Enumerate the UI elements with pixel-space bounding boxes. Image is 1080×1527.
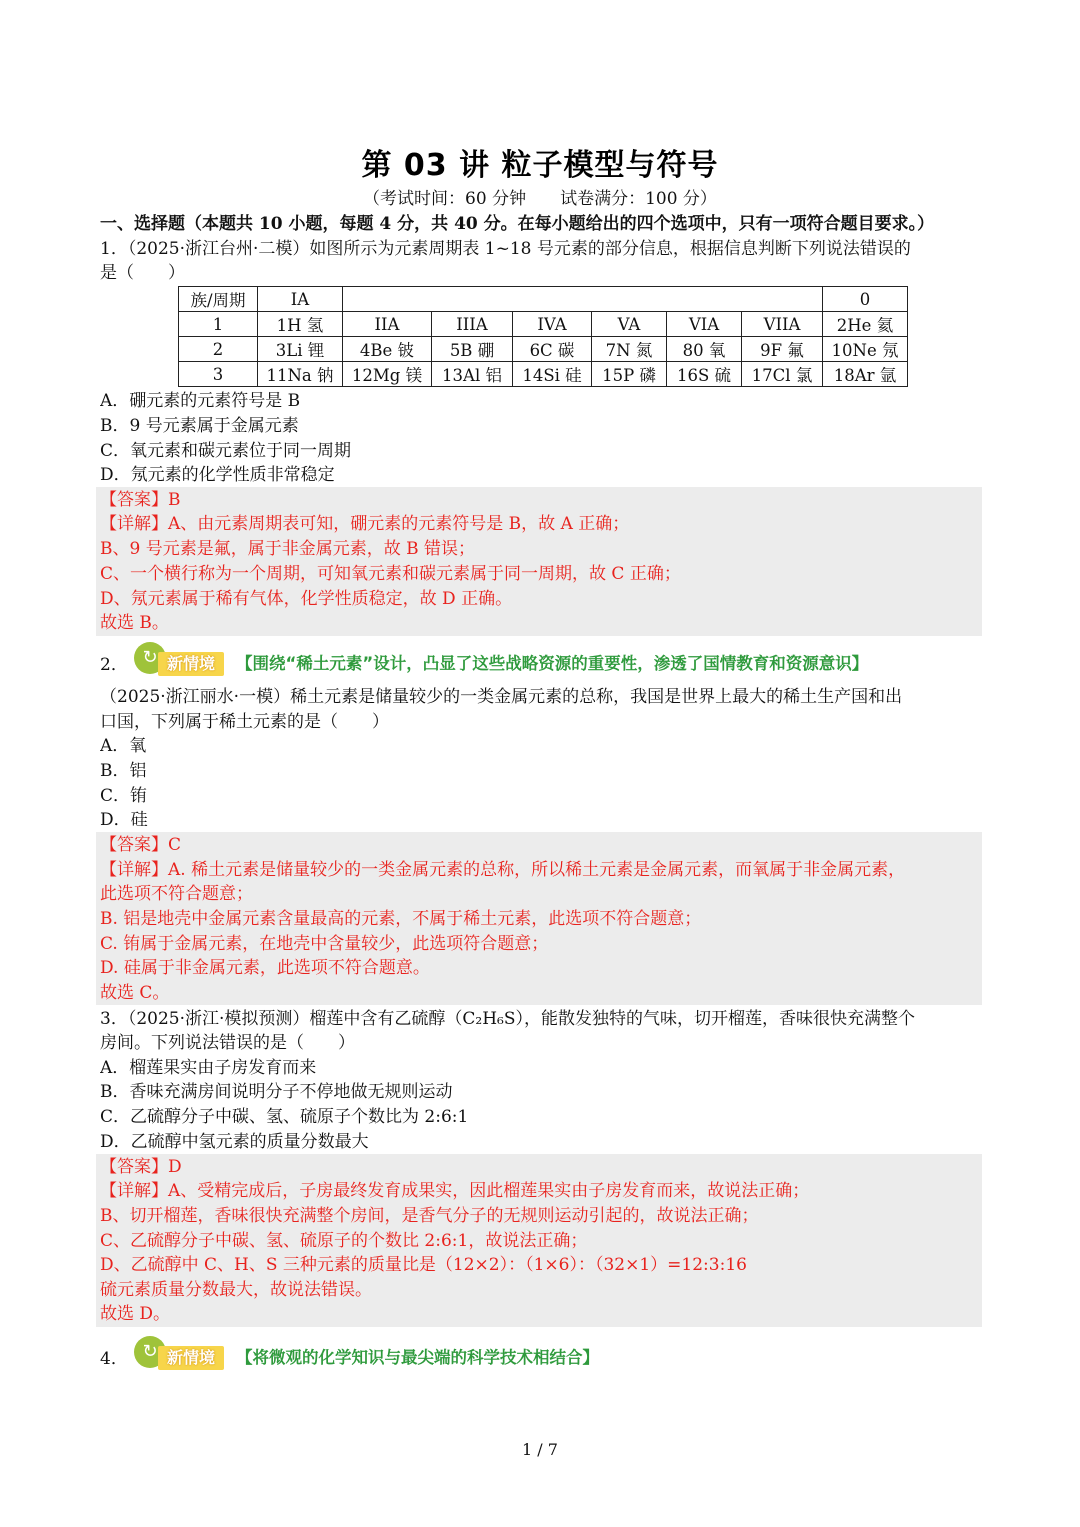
q2-conclusion: 故选 C。 [100,983,170,1003]
q2-option-c: C．铕 [100,786,148,806]
table-header-row [179,287,908,312]
table-cell: IA [258,287,343,312]
refresh-icon: ↻ [134,1336,166,1368]
q1-detail-line: B、9 号元素是氟，属于非金属元素，故 B 错误； [100,539,476,559]
q1-detail-line: C、一个横行称为一个周期，可知氧元素和碳元素属于同一周期，故 C 正确； [100,564,681,584]
q3-option-b: B．香味充满房间说明分子不停地做无规则运动 [100,1082,453,1102]
badge-label: 新情境 [158,1346,224,1370]
table-cell: VA [592,312,667,337]
table-cell: 15P 磷 [592,362,667,387]
table-cell: VIA [667,312,742,337]
exam-subtitle: （考试时间：60 分钟 试卷满分：100 分） [363,189,717,209]
q2-detail-line: D. 硅属于非金属元素，此选项不符合题意。 [100,958,430,978]
q3-detail-line: C、乙硫醇分子中碳、氢、硫原子的个数比 2:6:1，故说法正确； [100,1231,588,1251]
table-cell: 6C 碳 [513,337,592,362]
q2-header [100,646,868,678]
q2-detail-line: C. 铕属于金属元素，在地壳中含量较少，此选项符合题意； [100,934,549,954]
q1-option-b: B．9 号元素属于金属元素 [100,416,299,436]
periodic-table [178,286,908,387]
section-heading: 一、选择题（本题共 10 小题，每题 4 分，共 40 分。在每小题给出的四个选项中，只有一项符合题目要求。） [100,214,935,234]
q3-detail-line: 硫元素质量分数最大，故说法错误。 [100,1280,372,1300]
q3-option-c: C．乙硫醇分子中碳、氢、硫原子个数比为 2:6:1 [100,1107,469,1127]
table-cell: 80 氧 [667,337,742,362]
table-cell: 2He 氦 [823,312,908,337]
q2-detail-line: 此选项不符合题意； [100,884,253,904]
table-cell: 11Na 钠 [258,362,343,387]
table-cell: 1 [179,312,258,337]
q1-stem-line1: 1．（2025·浙江台州·二模）如图所示为元素周期表 1~18 号元素的部分信息，根据信息判断下列说法错误的 [100,239,911,259]
new-scenario-badge [130,646,226,678]
q3-option-a: A．榴莲果实由子房发育而来 [100,1058,317,1078]
q1-stem-line2: 是（ ） [100,263,185,283]
table-cell: 4Be 铍 [343,337,432,362]
q2-stem-line2: 口国，下列属于稀土元素的是（ ） [100,712,389,732]
q2-stem-line1: （2025·浙江丽水·一模）稀土元素是储量较少的一类金属元素的总称，我国是世界上最大的稀土生产国和出 [100,687,903,707]
page-title: 第 03 讲 粒子模型与符号 [361,148,719,183]
table-cell: 5B 硼 [432,337,513,362]
q2-option-b: B．铝 [100,761,147,781]
q1-option-c: C．氧元素和碳元素位于同一周期 [100,441,352,461]
table-cell: 1H 氢 [258,312,343,337]
q1-detail-line: D、氖元素属于稀有气体，化学性质稳定，故 D 正确。 [100,589,513,609]
q2-number: 2． [100,654,128,675]
q2-detail-line: B. 铝是地壳中金属元素含量最高的元素，不属于稀土元素，此选项不符合题意； [100,909,702,929]
q1-option-a: A．硼元素的元素符号是 B [100,391,301,411]
table-cell: VIIA [742,312,823,337]
table-cell: 3Li 锂 [258,337,343,362]
table-cell: 17Cl 氯 [742,362,823,387]
q3-stem-line2: 房间。下列说法错误的是（ ） [100,1033,355,1053]
page-number: 1 / 7 [522,1440,558,1459]
refresh-icon: ↻ [134,642,166,674]
table-cell: 18Ar 氩 [823,362,908,387]
q1-answer: 【答案】B [100,490,181,510]
q4-topic-tag: 【将微观的化学知识与最尖端的科学技术相结合】 [236,1348,599,1367]
q3-answer: 【答案】D [100,1157,182,1177]
badge-label: 新情境 [158,652,224,676]
q1-conclusion: 故选 B。 [100,613,169,633]
table-cell: 14Si 硅 [513,362,592,387]
q3-conclusion: 故选 D。 [100,1304,171,1324]
q3-detail-line: D、乙硫醇中 C、H、S 三种元素的质量比是（12×2）：（1×6）：（32×1）=12:3:16 [100,1255,747,1275]
table-cell: 16S 硫 [667,362,742,387]
table-cell: 3 [179,362,258,387]
q3-detail-line: 【详解】A、受精完成后，子房最终发育成果实，因此榴莲果实由子房发育而来，故说法正确； [100,1181,810,1201]
table-cell: 9F 氟 [742,337,823,362]
q2-topic-tag: 【围绕“稀土元素”设计，凸显了这些战略资源的重要性，渗透了国情教育和资源意识】 [236,654,869,673]
q3-option-d: D．乙硫醇中氢元素的质量分数最大 [100,1132,369,1152]
table-cell: IIA [343,312,432,337]
table-cell: IIIA [432,312,513,337]
table-row [179,337,908,362]
table-cell: 族/周期 [179,287,258,312]
q2-answer: 【答案】C [100,835,182,855]
table-cell: 10Ne 氖 [823,337,908,362]
q2-option-d: D．硅 [100,810,148,830]
table-cell: IVA [513,312,592,337]
table-cell: 2 [179,337,258,362]
q3-stem-line1: 3．（2025·浙江·模拟预测）榴莲中含有乙硫醇（C₂H₆S），能散发独特的气味，切开榴莲，香味很快充满整个 [100,1009,915,1029]
q3-detail-line: B、切开榴莲，香味很快充满整个房间，是香气分子的无规则运动引起的，故说法正确； [100,1206,759,1226]
q2-option-a: A．氧 [100,736,147,756]
q1-detail-line: 【详解】A、由元素周期表可知，硼元素的元素符号是 B，故 A 正确； [100,514,630,534]
table-row [179,362,908,387]
table-row [179,312,908,337]
table-cell: 7N 氮 [592,337,667,362]
table-cell: 12Mg 镁 [343,362,432,387]
q2-detail-line: 【详解】A. 稀土元素是储量较少的一类金属元素的总称，所以稀土元素是金属元素，而氧属于非金属元素， [100,860,906,880]
table-cell: 0 [823,287,908,312]
q4-number: 4． [100,1348,128,1369]
table-cell: 13Al 铝 [432,362,513,387]
q1-option-d: D．氖元素的化学性质非常稳定 [100,465,335,485]
table-cell [343,287,823,312]
new-scenario-badge [130,1340,226,1372]
q4-header [100,1340,599,1372]
